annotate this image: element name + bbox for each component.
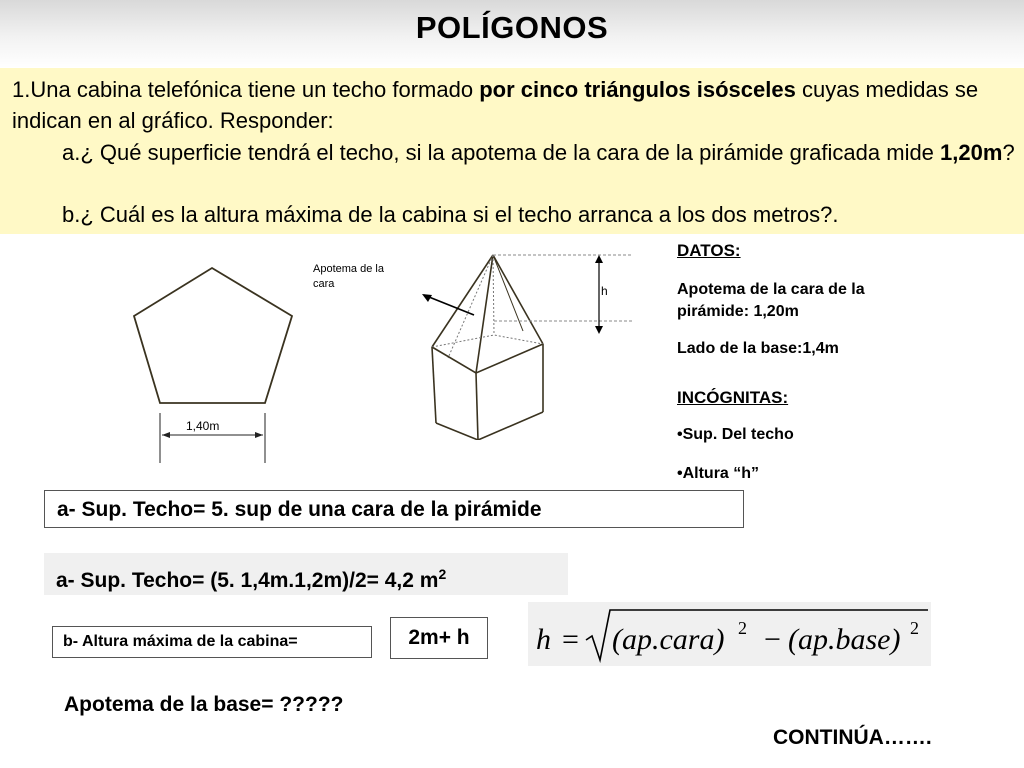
incognitas-heading: INCÓGNITAS: xyxy=(677,388,789,407)
question-b: b.¿ Cuál es la altura máxima de la cabina si el techo arranca a los dos metros?. xyxy=(62,202,839,227)
page-title: POLÍGONOS xyxy=(415,10,609,45)
formula-eq: = xyxy=(562,623,579,656)
formula-exp1: 2 xyxy=(738,618,747,638)
solution-a-exponent: 2 xyxy=(438,566,447,582)
pentagon-shape xyxy=(134,268,292,403)
incognita-1: •Sup. Del techo xyxy=(677,426,794,443)
question-a-bold: 1,20m xyxy=(940,140,1003,165)
apotema-label-line2: cara xyxy=(313,278,335,290)
solution-a-step2 xyxy=(44,553,568,595)
height-formula xyxy=(528,602,931,666)
question-a xyxy=(62,137,1017,168)
apotema-base-line: Apotema de la base= ????? xyxy=(64,693,344,716)
apotema-arrow xyxy=(424,295,474,315)
formula-term2: (ap.base) xyxy=(788,623,901,656)
intro-text: 1.Una cabina telefónica tiene un techo formado xyxy=(12,77,480,102)
formula-lhs: h xyxy=(536,623,551,656)
solution-b-value: 2m+ h xyxy=(390,617,488,659)
intro-bold: por cinco triángulos isósceles xyxy=(479,77,796,102)
datos-item-1 xyxy=(677,279,865,323)
datos-heading: DATOS: xyxy=(677,241,741,260)
pentagon-figure xyxy=(120,258,310,468)
formula-term1: (ap.cara) xyxy=(612,623,725,656)
apotema-label-line1: Apotema de la xyxy=(313,263,384,275)
solution-b-label: b- Altura máxima de la cabina= xyxy=(52,626,372,658)
datos-item-1-line1: Apotema de la cara de la xyxy=(677,281,865,298)
height-label: h xyxy=(601,284,608,298)
datos-item-1-line2: pirámide: 1,20m xyxy=(677,303,799,320)
solution-a-step1: a- Sup. Techo= 5. sup de una cara de la pirámide xyxy=(44,490,744,528)
problem-intro xyxy=(12,74,1012,136)
datos-item-2: Lado de la base:1,4m xyxy=(677,340,839,357)
question-a-text: a.¿ Qué superficie tendrá el techo, si la apotema de la cara de la pirámide graficada mide xyxy=(62,140,941,165)
formula-minus: − xyxy=(764,623,781,656)
question-a-end: ? xyxy=(1002,140,1015,165)
continua-label: CONTINÚA……. xyxy=(773,726,932,749)
solution-a-step2-text: a- Sup. Techo= (5. 1,4m.1,2m)/2= 4,2 m xyxy=(56,569,439,592)
incognita-2: •Altura “h” xyxy=(677,465,760,482)
apotema-label xyxy=(313,262,384,292)
formula-exp2: 2 xyxy=(910,618,919,638)
side-length-label: 1,40m xyxy=(186,419,220,433)
problem-statement xyxy=(0,68,1024,234)
cabin-figure xyxy=(410,240,640,440)
intro-text-end: cuyas medidas se indican en al gráfico. Responder: xyxy=(12,77,979,133)
